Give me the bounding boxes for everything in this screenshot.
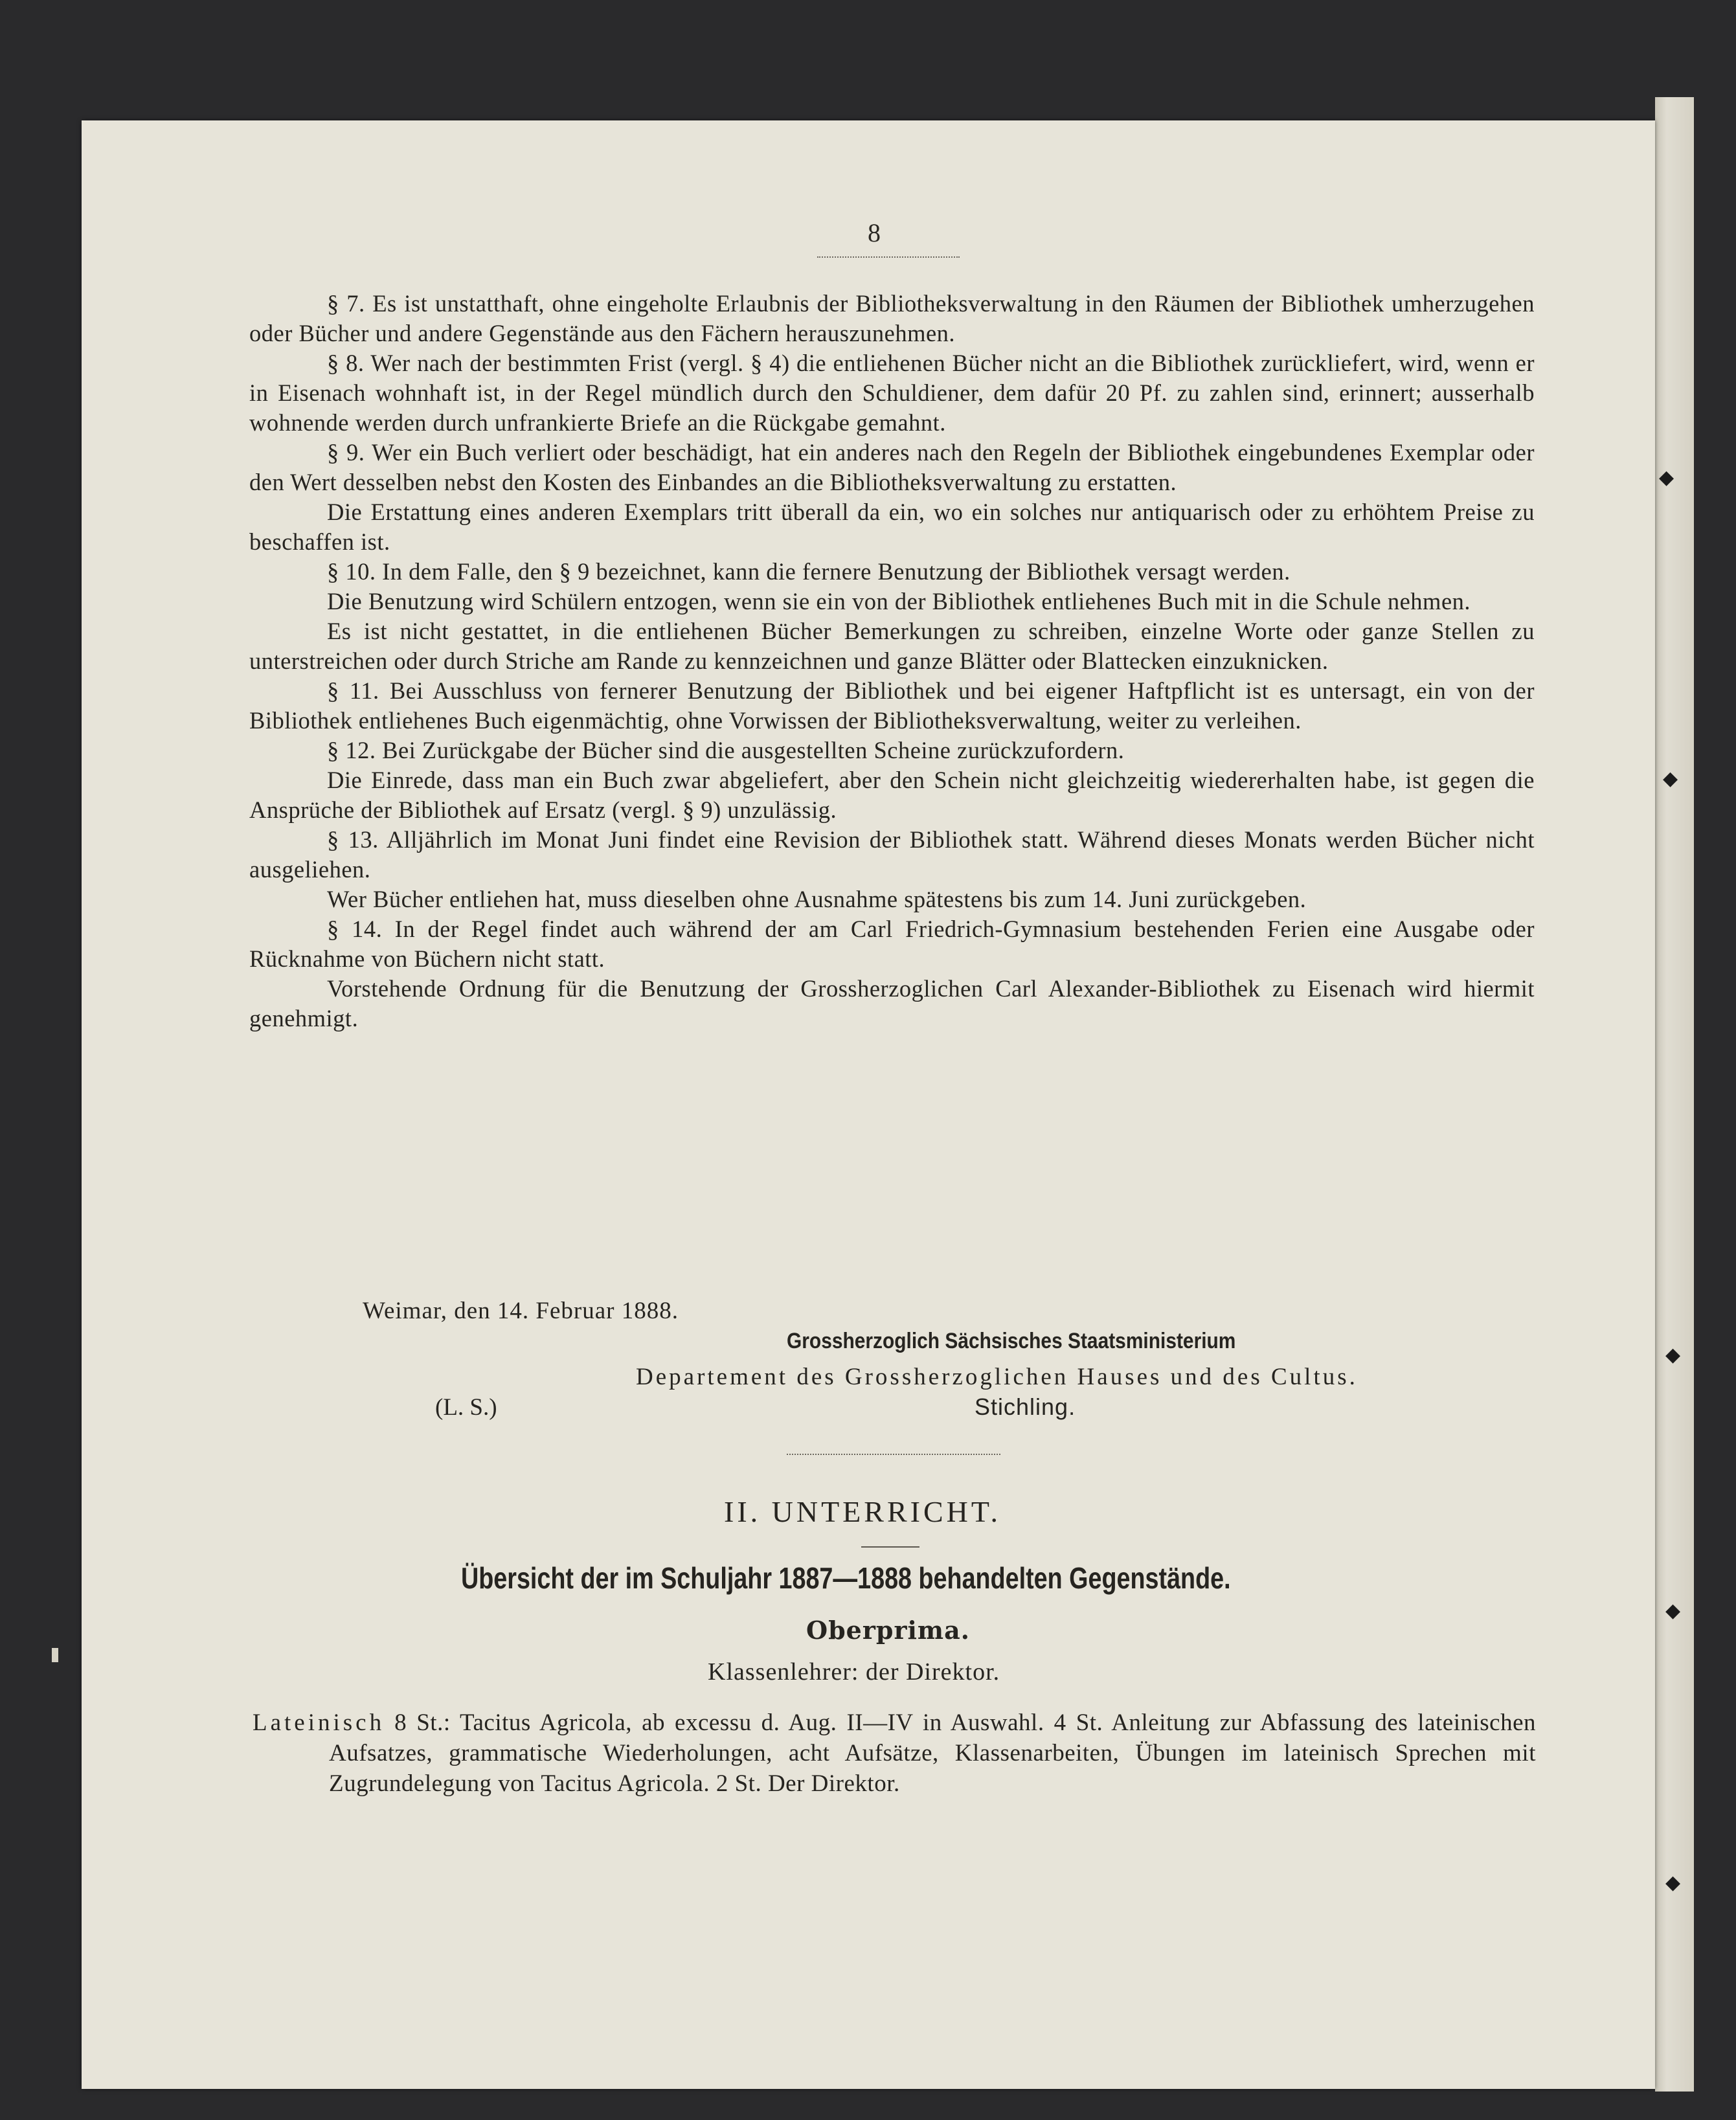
margin-marker-icon: ◆ xyxy=(1665,1599,1681,1622)
page-number: 8 xyxy=(868,218,881,247)
paragraph: Die Erstattung eines anderen Exemplars tritt überall da ein, wo ein solches nur antiquarisch oder zu erhöhtem Preise zu beschaffen ist. xyxy=(249,499,1535,555)
class-teacher: Klassenlehrer: der Direktor. xyxy=(708,1658,1000,1686)
overview-title: Übersicht der im Schuljahr 1887—1888 behandelten Gegenstände. xyxy=(461,1561,1231,1595)
ornament-divider xyxy=(787,1454,1000,1458)
paragraph: § 13. Alljährlich im Monat Juni findet eine Revision der Bibliothek statt. Während dieses Monats werden Bücher nicht ausgeliehen. xyxy=(249,826,1535,883)
subject-paragraph xyxy=(253,1708,1536,1799)
subject-text: 8 St.: Tacitus Agricola, ab excessu d. Aug. II—IV in Auswahl. 4 St. Anleitung zur Abfassung des lateinischen Aufsatzes, grammatische Wiederholungen, acht Aufsätze, Klassenarbeiten, Übungen im lateinisch Sprechen mit Zugrundelegung von Tacitus Agricola. 2 St. Der Direktor. xyxy=(329,1709,1536,1797)
paragraph: § 11. Bei Ausschluss von fernerer Benutzung der Bibliothek und bei eigener Haftpflicht ist es untersagt, ein von der Bibliothek entliehenes Buch eigenmächtig, ohne Vorwissen der Bibliotheksverwaltung, weiter zu verleihen. xyxy=(249,677,1535,734)
margin-marker-icon: ◆ xyxy=(1663,767,1678,790)
regulations-text xyxy=(249,289,1535,1033)
class-name: Oberprima. xyxy=(806,1616,970,1645)
paragraph: § 8. Wer nach der bestimmten Frist (vergl. § 4) die entliehenen Bücher nicht an die Bibliothek zurückliefert, wird, wenn er in Eisenach wohnhaft ist, in der Regel mündlich durch den Schuldiener, dem dafür 20 Pf. zu zahlen sind, erinnert; ausserhalb wohnende werden durch unfrankierte Briefe an die Rückgabe gemahnt. xyxy=(249,350,1535,436)
date-line: Weimar, den 14. Februar 1888. xyxy=(363,1298,679,1324)
paragraph: § 7. Es ist unstatthaft, ohne eingeholte Erlaubnis der Bibliotheksverwaltung in den Räumen der Bibliothek umherzugehen oder Bücher und andere Gegenstände aus den Fächern herauszunehmen. xyxy=(249,290,1535,346)
paragraph: § 12. Bei Zurückgabe der Bücher sind die ausgestellten Scheine zurückzufordern. xyxy=(327,737,1125,763)
margin-marker-icon: ◆ xyxy=(1665,1344,1681,1366)
ornament-top xyxy=(817,256,960,260)
subject-name: Lateinisch xyxy=(253,1709,385,1736)
paragraph: § 14. In der Regel findet auch während der am Carl Friedrich-Gymnasium bestehenden Ferien eine Ausgabe oder Rücknahme von Büchern nicht statt. xyxy=(249,916,1535,972)
margin-marker-icon: ◆ xyxy=(1665,1871,1681,1894)
paragraph: Die Benutzung wird Schülern entzogen, wenn sie ein von der Bibliothek entliehenes Buch mit in die Schule nehmen. xyxy=(327,588,1471,615)
seal-mark: (L. S.) xyxy=(435,1394,497,1421)
paragraph: Es ist nicht gestattet, in die entliehenen Bücher Bemerkungen zu schreiben, einzelne Worte oder ganze Stellen zu unterstreichen oder durch Striche am Rande zu kennzeichnen und ganze Blätter oder Blattecken einzuknicken. xyxy=(249,618,1535,674)
department-name: Departement des Grossherzoglichen Hauses und des Cultus. xyxy=(636,1364,1358,1390)
paragraph: Wer Bücher entliehen hat, muss dieselben ohne Ausnahme spätestens bis zum 14. Juni zurückgeben. xyxy=(327,886,1307,912)
page-gutter xyxy=(1655,97,1694,2092)
paragraph: § 10. In dem Falle, den § 9 bezeichnet, kann die fernere Benutzung der Bibliothek versagt werden. xyxy=(327,558,1291,585)
paragraph: Vorstehende Ordnung für die Benutzung der Grossherzoglichen Carl Alexander-Bibliothek zu Eisenach wird hiermit genehmigt. xyxy=(249,975,1535,1032)
paragraph: Die Einrede, dass man ein Buch zwar abgeliefert, aber den Schein nicht gleichzeitig wiedererhalten habe, ist gegen die Ansprüche der Bibliothek auf Ersatz (vergl. § 9) unzulässig. xyxy=(249,767,1535,823)
ministry-name: Grossherzoglich Sächsisches Staatsministerium xyxy=(787,1329,1236,1353)
paragraph: § 9. Wer ein Buch verliert oder beschädigt, hat ein anderes nach den Regeln der Bibliothek eingebundenes Exemplar oder den Wert desselben nebst den Kosten des Einbandes an die Bibliotheksverwaltung zu erstatten. xyxy=(249,439,1535,495)
title-rule xyxy=(861,1546,919,1548)
signatory-name: Stichling. xyxy=(975,1393,1076,1420)
left-edge-mark xyxy=(52,1648,58,1662)
subject-entry xyxy=(253,1708,1536,1799)
margin-marker-icon: ◆ xyxy=(1659,466,1674,489)
section-title: II. UNTERRICHT. xyxy=(724,1495,1002,1528)
